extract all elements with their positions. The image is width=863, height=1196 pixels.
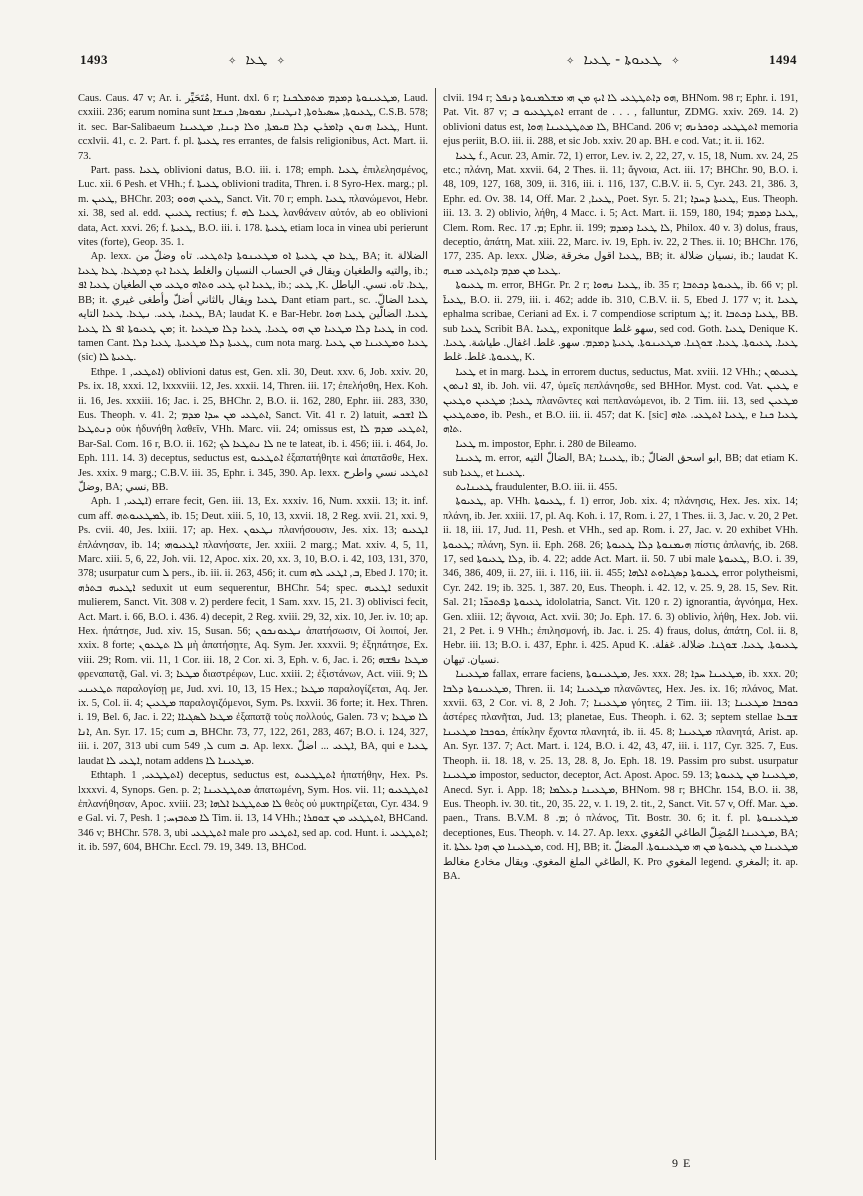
entry-paragraph: Part. pass. ܛܥܝܐ oblivioni datus, B.O. iii. i. 178; emph. ܛܥܝܐ ἐπιλελησμένος, Luc. xii. 6 Pesh. et VHh.; f. ܛܥܝܬܐ oblivioni tradita, Thren. i. 8 Syro-Hex. marg.; pl. m. ܛܥܝܢ, BHChr. 203; ܛܥܝܢ ܗܘܘ, Sanct. Vit. 70 r; emph. ܛܥܝܐ πλανώμενοι, Hebr. xi. 38, sed al. edd. ܛܥܝܝܢ rectius; f. ܛܥܝܐ ܠܗ λανθάνειν αὐτόν, ab eo oblivioni data, Act. xxvi. 26; f. ܛܥܝܬܐ, B.O. iii. i. 178. ܛܥܝܬܐ etiam loca in vinea ubi perierunt vites (forte), Geop. 35. 1.: [78, 165, 428, 249]
ornament-icon: ✧: [276, 56, 285, 67]
entry-paragraph: ܛܥܝܢܐ m. error, الضالّ التيه, BA; ܛܥܝܢܐ, ib.; ابو اسحق الضالّ, BB; dat etiam K. sub ܛܥܝܐ, et ܛܥܝܢܐ.: [443, 453, 798, 479]
ornament-icon: ✧: [671, 56, 680, 67]
entry-paragraph: ܛܥܝܐ f., Acur. 23, Amir. 72, 1) error, Lev. iv. 2, 22, 27, v. 15, 18, Num. xv. 24, 25 etc.; πλάνη, Mat. xxvii. 64, 2 Thes. ii. 11; ἄγνοια, Act. iii. 17; BHChr. 90, B.O. i. 48, 109, 127, 168, 309, ii. 316, iii. i. 116, 137, C.B.V. ii. 5, Cyr. 243. 21, 386. 3, Ephr. ed. Ov. 38. 14, Off. Mar. ܛܥܝܐ, 2, Poet. Syr. 5. 21; ܛܥܝܬܐ ܕܚܕܐ, Eus. Theoph. iii. 13. 3. 2) oblivio, λήθη, 4 Macc. i. 5; Act. Mart. ii. 159, 180, 194; ܛܥܝܐ ܕܡܕܡ, Clem. Rom. Rec. ܡ. 17; Ephr. ii. 199; ܠܐ ܛܥܝܐ ܕܡܕܡ, Philox. 40 v. 3) dolus, fraus, deceptio, ἀπάτη, Mat. xiii. 22, Marc. iv. 19, Eph. iv. 22, 2 Thes. ii. 10; BHChr. 176, 177, 235. Ap. lexx. ܛܥܝܐ اقول مخرقة ,ضلال, BB; it. نسيان ضلالة, ib.; laudat K. ܛܥܝܐ ܡܢ ܡܕܡ ܕܐܬܛܥܝ ܡܢܗ.: [443, 150, 798, 277]
entry-paragraph: Ethtaph. ܐܬܛܛܥܝ, 1) deceptus, seductus est, ܐܬܛܛܥܝܬ ἠπατήθην, Hex. Ps. lxxxvi. 4, Synops. Gen. p. 2; ܡܬܛܛܥܝܢܐ ἀπατωμένη, Sym. Hos. vii. 11; ܐܬܛܛܥܝܘ ἐπλανήθησαν, Apoc. xviii. 23; ܠܐ ܡܬܛܛܥܐ ܐܠܗܐ θεὸς οὐ μυκτηρίζεται, Cyr. 434. 9 e Gal. vi. 7, Pesh. ܠܐ ܡܬܒܙܚ; 1 Tim. ii. 13, 14 VHh.; ܐܬܛܛܥܝ ܡܢ ܫܘܩܪܐ, BHCand. 346 v; BHChr. 578. 3, ubi ܐܬܛܛܥܝ male pro ܐܬܛܥܝ, sed ap. cod. Hunt. i. ܐܬܛܛܥܝ; it. ib. 597, 604, BHChr. Eccl. 79. 19, 349. 13, BHCod.: [78, 770, 428, 854]
entry-paragraph: Ethpe. ܐܬܛܥܝ, 1) oblivioni datus est, Gen. xli. 30, Deut. xxv. 6, Job. xxiv. 20, Ps. ix. 18, xxxi. 12, lxxxviii. 12, Jes. xxxii. 14, Thren. iii. 17; ἐπελήσθη, Hex. Koh. ii. 16, Jes. xxxiii. 16; Jac. i. 25, BHChr. 2, B.O. ii. 162, 280, Ephr. iii. 283, 330, Eus. Theoph. v. 41. 2; ܐܬܛܥܝ ܡܢ ܚܕܐ ܡܕܡ, Sanct. Vit. 41 r. 2) latuit, ܠܐ ܐܫܟܚ ܕܢܬܛܥܐ οὐκ ἠδυνήθη λαθεῖν, VHh. Marc. vii. 24; omissus est, ܐܬܛܥܝ ܡܕܡ ܠܐ, Bar-Sal. Com. 16 r, B.O. ii. 162; ܠܐ ܢܬܛܥܐ ܠܟ ne te lateat, ib. i. 456; iii. i. 464, Jo. Eph. 111. 14. 3) deceptus, seductus est, ܐܬܛܥܝܘ ἐξαπατήθητε καὶ ἀπατᾶσθε, Hex. Jes. xxix. 9 marg.; C.B.V. iii. 35, Ephr. i. 345, 390. Ap. lexx. ܐܬܛܥܝ نسي واطرح وضلّ, BA; نسي, BB.: [78, 366, 428, 493]
ornament-icon: ✧: [228, 56, 237, 67]
entry-paragraph: ܡܛܥܝܢܐ fallax, errare faciens, ܡܛܥܝܢܘܬܐ, Jes. xxx. 28; ܡܛܥܝܢܐ ܚܕܐ, ib. xxx. 20; ܡܛܥܝܢܘܬܐ ܕܠܒܐ, Thren. ii. 14; ܡܛܥܝܢܐ πλανῶντες, Hex. Jes. ix. 16; πλάνος, Mat. xxvii. 63, 2 Cor. vi. 8, 2 Joh. 7; ܡܛܥܝܢܐ γόητες, 2 Tim. iii. 13; ܟܘܟܒܐ ܡܛܥܝܢܐ ἀστέρες πλανῆται, Jud. 13; planetae, Eus. Theoph. i. 62. 3; septem stellae ܫܒܥܐ ܟܘܟܒܐ ܡܛܥܝܢܐ, ἐπίκλην ἔχοντα πλανητά, ib. ii. 45. 8; ܡܛܥܝܢܐ πλανητά, Arist. ap. An. Syr. 137. 7; Act. Mart. i. 124, B.O. i. 42, 43, 47, iii. i. 117, Cyr. 325. 7, Eus. Theoph. ii. 18. 18, v. 25. 13, 28. 8, Jo. Eph. 18. 19. Passim pro subst. usurpatur ܡܛܥܝܢܐ impostor, seductor, deceptor, Act. Apost. Apoc. 59. 13; ܡܛܥܝܢܐ ܡܢ ܛܥܝܘܬܐ, Anecd. Syr. i. App. 18; ܡܛܥܝܢܐ ܕܥܠܡܐ, BHNom. 98 r; BHChr. 154, B.O. ii. 38, Eus. Theoph. iv. 30. tit., 20, 35. 22, v. 1. 19, 2. tit., 2, Sanct. Vit. 57 v, Off. Mar. ܡܛ. paen., Trans. B.V.M. ܡ. 8; ὁ πλάνος, Tit. Bostr. 30. 6; it. f. pl. ܡܛܥܝܢܘܬܐ deceptiones, Eus. Theoph. v. 14. 27. Ap. lexx. ܡܛܥܝܢܐ المُضِلّ الطاغي المُغوي, BA; it. ܡܛܥܝܢܐ ܡܢ ܗܕܐ ܥܠܬܐ, cod. H], BB; it. ܡܛܥܝܢܐ ܡܢ ܛܥܝܘܬܐ ܡܢ ܗܝ ܡܛܥܝܢܘܬܐ. المضلّ الطاغي الملغ المغوي. ويقال مخادع مغالط, K. Pro المغوي legend. المغري; it. ap. BA.: [443, 669, 798, 882]
right-column: [443, 92, 798, 1156]
entry-paragraph: ܛܥܝܢܐܝܬ fraudulenter, B.O. iii. ii. 455.: [455, 481, 618, 493]
running-head-left-text: ܛܥܐ: [245, 52, 268, 68]
entry-paragraph: clvii. 194 r; ܗܘ ܕܐܬܛܛܥܝ ܠܐ ܐܝܟ ܡܢ ܗܝ ܡܫܠܡܢܘܬܐ ܕܢܦܠ, BHNom. 98 r; Ephr. i. 191, Pat. Vit. 87 v; ܐܬܛܛܥܝܘ ܒ errant de . . . , falluntur, ZDMG. xxiv. 269. 14. 2) oblivioni datus est, ܠܐ ܡܬܛܛܥܝܢܐ ܗܘܐ, BHCand. 206 v; ܐܬܛܛܥܝ ܕܘܟܪܢܗ memoria ejus periit, B.O. iii. ii. 288, et sic Job. xxiv. 20 ap. BH. e cod. Vat.; it. ii. 162.: [443, 93, 798, 148]
entry-paragraph: ܛܥܝܐ m. impostor, Ephr. i. 280 de Bileamo.: [455, 438, 637, 450]
running-head-right: [560, 50, 686, 70]
page-number-right: 1494: [769, 52, 797, 67]
running-head-left: [222, 50, 291, 70]
entry-paragraph: Aph. ܐܛܥܝ, 1) errare fecit, Gen. iii. 13, Ex. xxxiv. 16, Num. xxxii. 13; it. inf. cum aff. ܠܡܛܥܝܘܬܗ, ib. 15; Deut. xiii. 5, 10, 13, xxvii. 18, 2 Reg. xvii. 21, xxi. 9, Ps. cvii. 40, Jes. lxiii. 17; ap. Hex. ܢܛܥܘܢ πλανήσουσιν, Jes. xix. 13; ܐܛܥܝܘ ἐπλάνησαν, ib. 14; ܐܛܥܝܘܗܝ πλανήσατε, Jer. xxiii. 2 marg.; Mat. xxiv. 4, 5, 11, Marc. xiii. 5, 6, 22, Joh. vii. 12, Apoc. xix. 20, xx. 3, 10, B.O. i. 42, 103, 131, 370, 378; usurpatur cum ܠ pers., ib. iii. ii. 263, 456; it. cum ܒ, ܐܛܥܝ ܠܗ, Ebed J. 170; it. ܐܛܥܝܗ ܒܬܪܗ seduxit ut eum sequerentur, BHChr. 54; spec. ܐܛܥܝܗ seduxit mulierem, Sanct. Vit. 308 v. 2) perdere fecit, 1 Sam. xxv. 15, 21. 3) oblivisci fecit, Act. Mart. i. 66, B.O. i. 436. 4) decepit, 2 Reg. xviii. 29, 32, xix. 10, Jer. iv. 10; ap. Hex. ἠπάτησε, Jud. xiv. 15, Susan. 56; ܢܛܥܘܢܟܘܢ ἀπατήσωσιν, Οἱ λοιποί, Jer. xxix. 8 forte; ܠܐ ܬܛܥܘܢ μὴ ἀπατήσῃτε, Aq. Sym. Jer. xxxvii. 9; ἐξηπάτησε, Ex. viii. 29; Rom. vii. 11, 1 Cor. iii. 18, 2 Cor. xi. 3, Eph. v. 6, Jac. i. 26; ܡܛܥܐ ܢܦܫܗ φρεναπατᾷ, Gal. vi. 3; ܡܛܥܐ διαστρέφων, Luc. xxiii. 2; ἐξιστάνων, Act. viii. 9; ܠܐ ܬܛܥܝܢܝ παραλογίσῃ με, Jud. xvi. 10, 13, 15 Hex.; ܡܛܥܐ παραλογίζεται, Aq. Jer. ix. 5, Col. ii. 4; ܡܛܥܝܢ παραλογιζόμενοι, Sym. Ps. lxxvii. 36 forte; it. Hex. Thren. i. 19, Bel. 6, Jac. i. 22; ܡܛܥܐ ܠܣܓܝܐܐ ἐξαπατᾷ τοὺς πολλούς, Galen. 73 v; ܠܐ ܡܛܥܐ ܐܢܐ, An. Syr. 17. 15; cum ܒ, BHChr. 73, 77, 122, 261, 283, 467; B.O. i. 124, 327, iii. i. 207, 313 ubi cum ܠ, 549 cum ܒ. Ap. lexx. ܐܛܥܝ ... اضلّ, BA, qui e ܛܥܝܐ laudat ܐܛܥܝ ܠܐ, notam addens ܡܛܥܝܢܐ ܠܐ.: [78, 496, 428, 767]
entry-paragraph: Ap. lexx. ܛܥܐ ܡܢ ܛܥܝܬܐ ܐܘ ܡܛܥܝܢܘܬܐ ܕܐܬܛܥܝ. تاه وضلّ من, BA; it. الضلالة والتيه والطغيان ويقال في الحساب النسيان والغلط ܛܥܝܐ ܐܝܟ ܕܡܛܥܐ. ܛܥܐ ܛܥܝܐ, ib.; ܛܥܝܐ ܐܝܟ ܛܥܝ ܘܬܐܗ ܘܛܥܝ ܡܢ الطغيان ܛܥܝܐ ܐܦ, ib.; ܛܥܝ ,K. ܛܥܐ. تاه. نسي. الباطل, BB; it. ܛܥܝܐ ويقال بالثاني أضلّ وأطغى غيري Dant etiam part., sc. ܛܥܝܐ الضالّ. ܛܥܝܐ، ܛܥܝ. ܢܛܥܐ. ܛܥܝܐ التايه, BA; laudat K. e Bar-Hebr. ܛܥܝܐ. الضالّين ܛܥܝܐ ܗܘܐ ܡܢ ܛܥܝܘܬܐ ܐܦ ܠܐ ܛܥܝܐ; it. ܛܥܝܐ ܕܠܐ ܡܛܥܝܐ ܡܢ ܗܘ ܛܥܝܐ. ܛܥܝܐ ܕܠܐ ܡܛܥܝܐ in cod. tamen Cant. ܛܥܝܬܐ ܕܠܐ ܡܛܥܝܬܐ. ܛܥܝܐ ܕܠܐ, cum nota marg. ܛܥܝܐ ܘܡܛܥܝܢܐ ܡܢ ܛܥܝܐ (sic) ܛܥܝܬܐ ܠܐ.: [78, 251, 428, 364]
running-head-right-text: ܛܥܝܘܬܐ - ܛܥܝܐ: [583, 52, 663, 68]
entry-paragraph: ܛܥܝܘܬܐ m. error, BHGr. Pr. 2 r; ܛܥܝܐ ܢܗܘܐ, ib. 35 r; ܛܥܝܘܬܐ ܕܟܬܒܐ, ib. 66 v; pl. ܛܥܝܐ̈, B.O. ii. 279, iii. i. 462; adde ib. 310, C.B.V. ii. 5, Ebed J. 177 v; it. ܛܥܝܐ ephalma scribae, Ceriani ad Ex. i. 7 compendiose scriptum ܛ; it. ܛܥܝܐ ܕܟܬܒܐ, BB. sub ܛܥܝܐ Scribit BA. ܛܥܝܐ, exponitque سهو غلط, sed cod. Goth. ܛܥܝܐ Denique K. ܛܥܝܐ. ܛܥܝܘܬܐ. ܛܥܝܐ. ܫܘܓܢܐ. ܡܛܥܝܢܘܬܐ. ܛܥܝܬܐ ܕܡܕܡ. سهو. غلط. اغفال. طياشة. ܛܥܝܐ. ܛܥܝܘܬܐ. غلط. غلط, K.: [443, 280, 798, 364]
entry-paragraph: Caus. Caus. 47 v; Ar. i. مُتَحَيِّر, Hunt. dxl. 6 r; ܡܛܥܝܢܘܬܐ ܕܡܕܡ ܡܬܡܠܟܢܐ, Laud. cxxiii. 236; earum nomina sunt ܛܥܝܘܬܐ, ܚܣܝܪܘܬܐ, ܐܢܛܝܢܐ, ܢܡܘܣܐ, ܟܢܫܐ, C.S.B. 578; it. sec. Bar-Salibaeum ܛܥܝܐ ܗܢܘܢ ܕܐܡܪܝܢ ܕܠܐ ܩܝܡܬܐ, ܘܠܐ ܕܝܢܐ, ܡܛܥܝܢܐ, Hunt. ccxlvii. 41, c. 2. Part. f. pl. ܛܥܝܬܐ res errantes, de falsis religionibus, Act. Mart. ii. 73.: [78, 93, 428, 162]
entry-paragraph: ܛܥܝܐ et in marg. ܛܥܝܐ in errorem ductus, seductus, Mat. xviii. 12 VHh.; ܛܥܝܬܘܢ ܐܦ ܐܢܬܘܢ, ib. Joh. vii. 47, ὑμεῖς πεπλάνησθε, sed BHHor. Myst. cod. Vat. ܛܥܝܢ e ܛܥܝܐ; ܡܛܥܝܢ ܘܛܥܝܢ πλανῶντες καὶ πεπλανώμενοι, ib. 2 Tim. iii. 13, sed ܡܛܥܝܢ ܘܡܬܛܥܝܢ, ib. Pesh., et B.O. iii. ii. 457; dat K. [sic] ܛܥܝܐ ܐܬܛܥܝ. ܬܐܗ, e ܛܥܝܐ ܟܢܐ ܬܐܗ.: [443, 366, 798, 436]
entry-paragraph: ܛܥܝܘܬܐ, ap. VHh. ܛܥܝܘܬܐ, f. 1) error, Job. xix. 4; πλάνησις, Hex. Jes. xix. 14; πλάνη, ib. Jer. xxiii. 17, pl. Aq. Koh. i. 17, Rom. i. 27, 1 Thes. ii. 3, Jac. v. 20, 2 Pet. ii. 18, iii. 17, Jud. 11, Pesh. et VHh., sed ap. Rom. i. 27, Jac. v. 20 exhibet VHh. ܛܥܝܘܬܐ; πλάνη, Syn. ii. Eph. 268. 26; ܗܝܡܢܘܬܐ ܕܠܐ ܛܥܝܘܬܐ πίστις ἀπλανής, ib. 268. 17, sed ܕܠܐ ܛܥܝܘܬܐ, ib. 4. 22; adde Act. Mart. ii. 50. 7 ubi male ܛܥܝܘܬܐ, B.O. i. 39, 346, 386, 409, ii. 27, iii. i. 116, iii. ii. 455; ܛܥܝܘܬܐ ܕܣܓܝܐܘܬ ܐܠܗܐ error polytheismi, Cyr. 242. 19; ib. 325. 1, 387. 20, Eus. Theoph. i. 42. 12, v. 25. 9, 28. 15, Sev. Rit. Sal. 21; ܛܥܝܘܬܐ ܕܦܬܟܖ̈ܐ idololatria, Sanct. Vit. 120 r. 2) ignorantia, ἀγνόημα, Hex. Gen. xliii. 12; ἄγνοια, Act. xvii. 30; Jo. Eph. 17. 6. 3) oblivio, λήθη, Hex. Job. vii. 21, 2 Pet. i. 9 VHh.; ἐπιλησμονή, ib. Jac. i. 25. 4) fraus, dolus, ἀπάτη, Col. ii. 8, Hebr. iii. 13; B.O. i. 437, Ephr. i. 425. Apud K. ܛܥܝܘܬܐ. ܛܥܝܐ. ܫܘܓܢܐ. ضلالة. غفلة. نسيان. تيهان.: [443, 496, 798, 666]
signature-mark: 9 E: [672, 1156, 692, 1170]
left-column: [78, 92, 428, 1156]
page-number-left: 1493: [80, 52, 108, 67]
column-divider: [435, 88, 436, 1160]
ornament-icon: ✧: [566, 56, 575, 67]
